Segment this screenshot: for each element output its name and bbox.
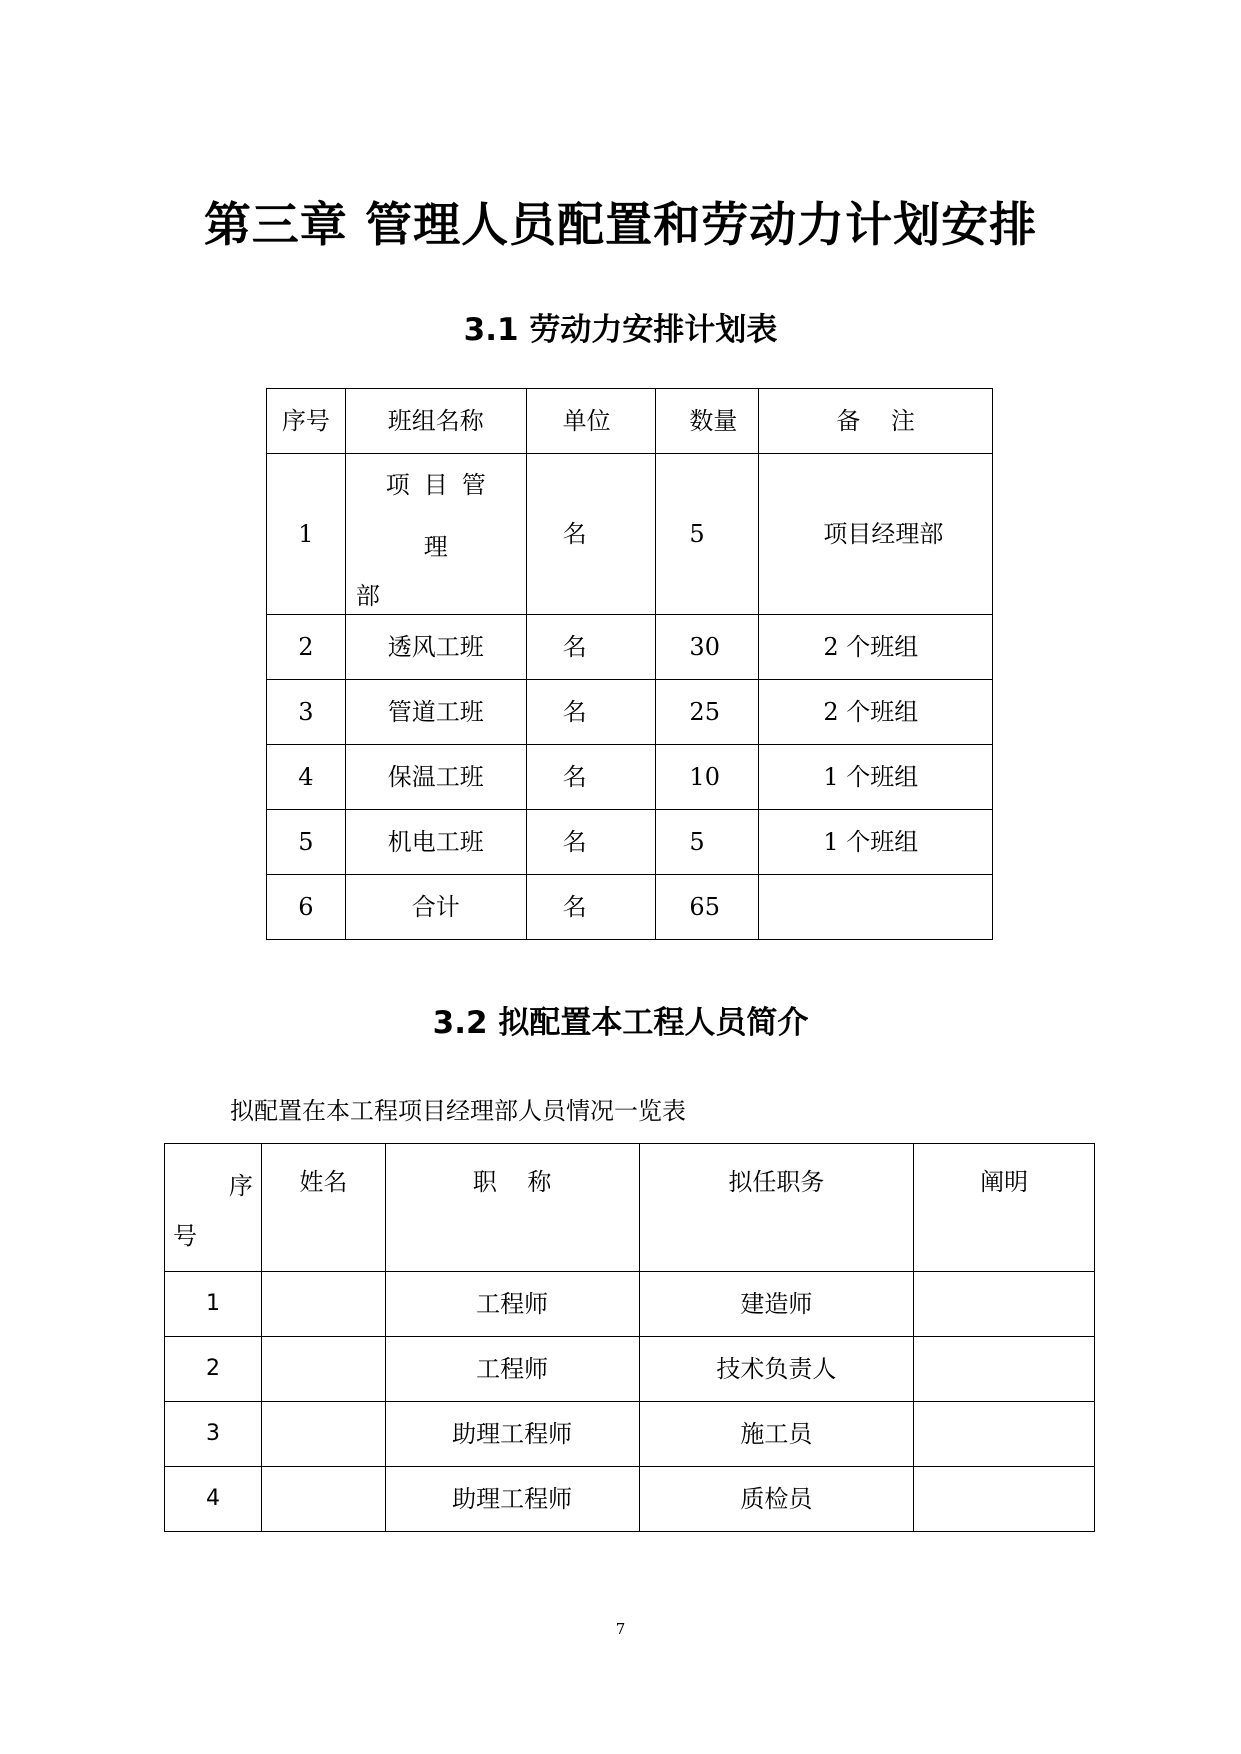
cell-no: 4 (267, 745, 346, 810)
table-row-total (267, 875, 993, 940)
cell-title: 助理工程师 (385, 1402, 639, 1467)
cell-no: 4 (165, 1467, 262, 1532)
cell-unit: 名 (526, 615, 656, 680)
cell-remark: 2 个班组 (759, 680, 993, 745)
team-name-line2: 部 (355, 582, 380, 610)
cell-quantity: 25 (656, 680, 759, 745)
cell-no: 5 (267, 810, 346, 875)
cell-name (261, 1337, 385, 1402)
cell-position: 技术负责人 (639, 1337, 914, 1402)
cell-quantity: 10 (656, 745, 759, 810)
cell-quantity: 65 (656, 875, 759, 940)
cell-team-name: 保温工班 (345, 745, 526, 810)
header-cell-position: 拟任职务 (639, 1144, 914, 1272)
cell-position: 建造师 (639, 1272, 914, 1337)
cell-no: 6 (267, 875, 346, 940)
cell-position: 施工员 (639, 1402, 914, 1467)
cell-team-name: 合计 (345, 875, 526, 940)
section-title-labor-plan: 3.1 劳动力安排计划表 (463, 312, 778, 348)
table-header-row (267, 389, 993, 454)
seq-label-line2: 号 (173, 1222, 197, 1250)
cell-team-name: 透风工班 (345, 615, 526, 680)
cell-no: 1 (165, 1272, 262, 1337)
cell-name (261, 1272, 385, 1337)
header-cell-name: 姓名 (261, 1144, 385, 1272)
staff-table (164, 1143, 1095, 1532)
cell-unit: 名 (526, 680, 656, 745)
cell-team-name: 机电工班 (345, 810, 526, 875)
cell-name (261, 1467, 385, 1532)
header-cell-remark: 备 注 (759, 389, 993, 454)
cell-title: 助理工程师 (385, 1467, 639, 1532)
table-row (267, 745, 993, 810)
cell-no: 1 (267, 454, 346, 615)
cell-unit: 名 (526, 810, 656, 875)
cell-no: 2 (267, 615, 346, 680)
cell-remark: 项目经理部 (759, 454, 993, 615)
cell-quantity: 5 (656, 454, 759, 615)
header-cell-no: 序号 (267, 389, 346, 454)
cell-remark (759, 875, 993, 940)
cell-unit: 名 (526, 454, 656, 615)
header-cell-quantity: 数量 (656, 389, 759, 454)
cell-unit: 名 (526, 875, 656, 940)
cell-remark: 1 个班组 (759, 810, 993, 875)
team-name-line1: 项目管理 (385, 471, 500, 561)
header-cell-unit: 单位 (526, 389, 656, 454)
table-row (165, 1272, 1095, 1337)
table-caption: 拟配置在本工程项目经理部人员情况一览表 (230, 1097, 686, 1125)
cell-unit: 名 (526, 745, 656, 810)
table-row (165, 1337, 1095, 1402)
cell-quantity: 5 (656, 810, 759, 875)
labor-plan-table (266, 388, 993, 940)
cell-title: 工程师 (385, 1272, 639, 1337)
header-cell-title: 职 称 (385, 1144, 639, 1272)
table-row (165, 1402, 1095, 1467)
cell-note (914, 1272, 1095, 1337)
table-row (267, 454, 993, 615)
cell-note (914, 1337, 1095, 1402)
table-header-row (165, 1144, 1095, 1272)
table-row (267, 680, 993, 745)
cell-quantity: 30 (656, 615, 759, 680)
cell-note (914, 1467, 1095, 1532)
cell-note (914, 1402, 1095, 1467)
cell-no: 3 (165, 1402, 262, 1467)
table-row (267, 810, 993, 875)
cell-remark: 1 个班组 (759, 745, 993, 810)
seq-label-line1: 序 (228, 1172, 253, 1200)
cell-team-name (345, 454, 526, 615)
table-row (267, 615, 993, 680)
cell-remark: 2 个班组 (759, 615, 993, 680)
cell-no: 3 (267, 680, 346, 745)
section-title-staff-intro: 3.2 拟配置本工程人员简介 (432, 1005, 809, 1041)
header-cell-team-name: 班组名称 (345, 389, 526, 454)
cell-team-name: 管道工班 (345, 680, 526, 745)
header-cell-seq (165, 1144, 262, 1272)
cell-name (261, 1402, 385, 1467)
page-number: 7 (615, 1620, 626, 1638)
cell-position: 质检员 (639, 1467, 914, 1532)
chapter-title: 第三章 管理人员配置和劳动力计划安排 (203, 198, 1038, 253)
cell-no: 2 (165, 1337, 262, 1402)
cell-title: 工程师 (385, 1337, 639, 1402)
table-row (165, 1467, 1095, 1532)
header-cell-note: 阐明 (914, 1144, 1095, 1272)
